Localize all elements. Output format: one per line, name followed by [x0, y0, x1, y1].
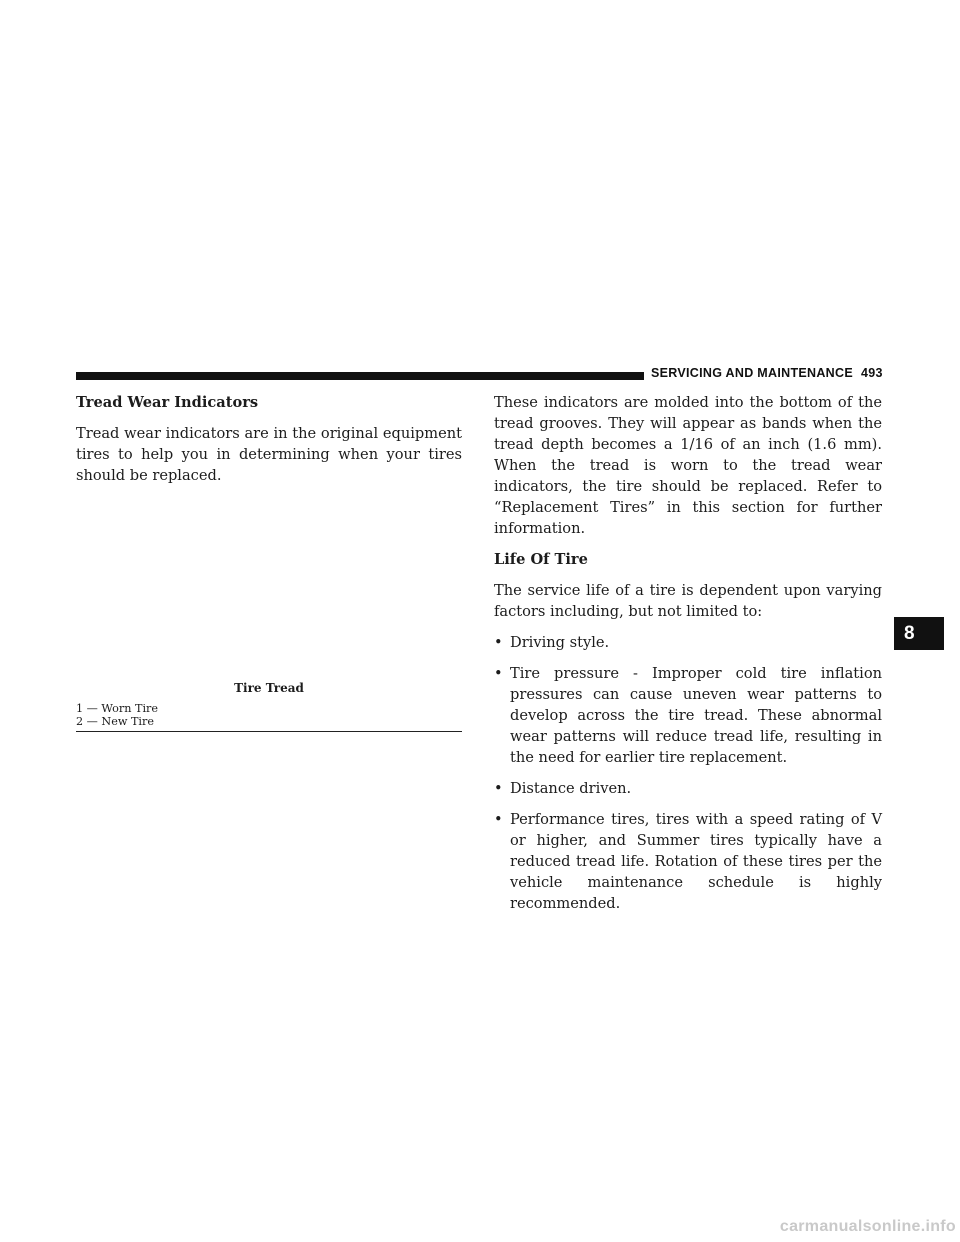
list-item: [494, 663, 882, 768]
life-of-tire-paragraph: The service life of a tire is dependent upon varying factors including, but not limited to:: [494, 582, 882, 620]
factor-list: [494, 632, 882, 914]
list-item-text: Tire pressure - Improper cold tire inflation pressures can cause uneven wear patterns to develop across the tire tread. These abnormal wear patterns will reduce tread life, resulting in the need for earlier tire replacement.: [510, 665, 882, 766]
list-item-text: Distance driven.: [510, 780, 632, 797]
section-title: SERVICING AND MAINTENANCE: [651, 366, 853, 380]
list-item-text: Performance tires, tires with a speed rating of V or higher, and Summer tires typically have a reduced tread life. Rotation of these tires per the vehicle maintenance schedule is highly recommended.: [510, 811, 882, 912]
bullet-icon: •: [494, 780, 503, 797]
section-heading-tread-wear: Tread Wear Indicators: [76, 394, 259, 411]
page-number: 493: [860, 366, 883, 380]
running-header: [651, 366, 883, 380]
section-heading-life-of-tire: Life Of Tire: [494, 551, 588, 568]
bullet-icon: •: [494, 634, 503, 651]
left-column: [76, 392, 462, 732]
list-item: [494, 778, 882, 799]
legend-item: 2 — New Tire: [76, 715, 154, 728]
list-item-text: Driving style.: [510, 634, 610, 651]
list-item: [494, 809, 882, 914]
legend-divider: [76, 731, 462, 732]
tread-wear-paragraph: Tread wear indicators are in the original equipment tires to help you in determining when your tires should be replaced.: [76, 425, 462, 484]
right-column: [494, 392, 882, 924]
indicators-paragraph: These indicators are molded into the bottom of the tread grooves. They will appear as bands when the tread depth becomes a 1/16 of an inch (1.6 mm). When the tread is worn to the tread wear indicators, the tire should be replaced. Refer to “Replacement Tires” in this section for further information.: [494, 394, 882, 537]
legend-item: 1 — Worn Tire: [76, 702, 159, 715]
chapter-tab: 8: [894, 617, 944, 650]
watermark: carmanualsonline.info: [779, 1218, 956, 1235]
bullet-icon: •: [494, 811, 503, 828]
bullet-icon: •: [494, 665, 503, 682]
figure-caption: Tire Tread: [234, 681, 304, 695]
figure-image-area: [76, 496, 462, 680]
header-rule: [76, 372, 644, 380]
list-item: [494, 632, 882, 653]
figure-legend: [76, 702, 462, 732]
